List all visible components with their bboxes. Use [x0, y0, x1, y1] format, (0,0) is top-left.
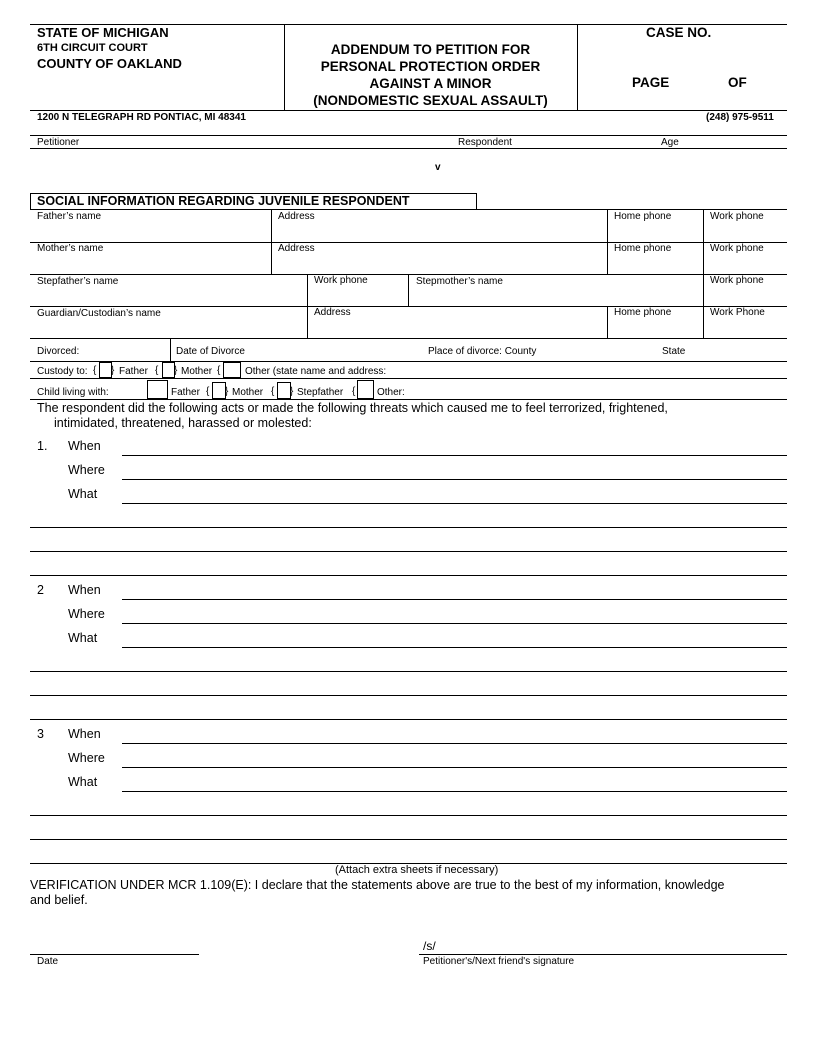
date-of-divorce-field[interactable]: Date of Divorce: [176, 346, 245, 357]
state-name: STATE OF MICHIGAN: [37, 25, 169, 40]
incident-2-when-line[interactable]: [122, 599, 787, 600]
versus-mark: v: [435, 162, 441, 173]
custody-father-label: Father: [119, 366, 148, 377]
form-title: [285, 41, 576, 109]
incident-3-where-line[interactable]: [122, 767, 787, 768]
fathers-name-field[interactable]: Father’s name: [37, 211, 102, 222]
incident-2-what-label: What: [68, 631, 98, 645]
stepmothers-name-field[interactable]: Stepmother’s name: [416, 276, 503, 287]
living-mother-label: Mother: [232, 387, 264, 398]
brace-10: {: [352, 386, 356, 397]
incident-1-number: 1.: [37, 439, 48, 453]
custody-other-checkbox[interactable]: [223, 362, 241, 378]
guardian-work-phone-field[interactable]: Work Phone: [710, 307, 765, 318]
social-heading: SOCIAL INFORMATION REGARDING JUVENILE RESPONDENT: [37, 194, 410, 208]
guardian-address-field[interactable]: Address: [314, 307, 351, 318]
incident-1-where-line[interactable]: [122, 479, 787, 480]
divorced-field[interactable]: Divorced:: [37, 346, 80, 357]
mothers-name-field[interactable]: Mother’s name: [37, 243, 104, 254]
incident-2-when-label: When: [68, 583, 101, 597]
custody-to-label: Custody to:: [37, 366, 88, 377]
statement-line-2: intimidated, threatened, harassed or molested:: [54, 416, 312, 430]
statement-line-1: The respondent did the following acts or made the following threats which caused me to feel terrorized, frightened,: [37, 401, 668, 415]
guardian-home-phone-field[interactable]: Home phone: [614, 307, 672, 318]
age-label: Age: [661, 137, 679, 148]
incident-3-when-label: When: [68, 727, 101, 741]
brace-9: }: [290, 386, 294, 397]
form-title-line-3: AGAINST A MINOR: [369, 76, 492, 91]
verification-line-2: and belief.: [30, 893, 88, 907]
incident-1-where-label: Where: [68, 463, 105, 477]
mother-address-field[interactable]: Address: [278, 243, 315, 254]
court-address: 1200 N TELEGRAPH RD PONTIAC, MI 48341: [37, 112, 246, 123]
signature-mark: /s/: [423, 939, 436, 953]
place-of-divorce-field[interactable]: Place of divorce: County: [428, 346, 537, 357]
brace-7: }: [225, 386, 229, 397]
child-living-with-label: Child living with:: [37, 387, 109, 398]
incident-1-line-5[interactable]: [30, 551, 787, 552]
incident-2-where-line[interactable]: [122, 623, 787, 624]
date-label: Date: [37, 956, 59, 967]
brace-6: {: [206, 386, 210, 397]
petitioner-label: Petitioner: [37, 137, 80, 148]
living-stepfather-label: Stepfather: [297, 387, 344, 398]
living-other-label[interactable]: Other:: [377, 387, 405, 398]
brace-2: }: [111, 365, 115, 376]
incident-2-line-5[interactable]: [30, 695, 787, 696]
incident-3-what-label: What: [68, 775, 98, 789]
incident-3-where-label: Where: [68, 751, 105, 765]
father-work-phone-field[interactable]: Work phone: [710, 211, 764, 222]
custody-other-label[interactable]: Other (state name and address:: [245, 366, 387, 377]
incident-3-line-5[interactable]: [30, 839, 787, 840]
court-phone: (248) 975-9511: [706, 112, 774, 123]
incident-3-what-line[interactable]: [122, 791, 787, 792]
father-home-phone-field[interactable]: Home phone: [614, 211, 672, 222]
of-label: OF: [728, 75, 747, 90]
date-line[interactable]: [30, 954, 199, 955]
living-stepfather-checkbox[interactable]: [277, 382, 294, 399]
brace-8: {: [271, 386, 275, 397]
stepfathers-name-field[interactable]: Stepfather’s name: [37, 276, 119, 287]
respondent-label: Respondent: [458, 137, 512, 148]
incident-1-line-4[interactable]: [30, 527, 787, 528]
living-other-checkbox[interactable]: [357, 380, 374, 399]
page-label: PAGE: [632, 75, 670, 90]
incident-3-number: 3: [37, 727, 44, 741]
incident-3-when-line[interactable]: [122, 743, 787, 744]
mother-home-phone-field[interactable]: Home phone: [614, 243, 672, 254]
county-name: COUNTY OF OAKLAND: [37, 56, 182, 71]
living-mother-checkbox[interactable]: [212, 382, 229, 399]
case-no-label: CASE NO.: [646, 25, 712, 40]
incident-2-what-line[interactable]: [122, 647, 787, 648]
attach-note: (Attach extra sheets if necessary): [335, 864, 499, 876]
incident-1-when-line[interactable]: [122, 455, 787, 456]
living-father-label: Father: [171, 387, 200, 398]
form-title-line-4: (NONDOMESTIC SEXUAL ASSAULT): [313, 93, 548, 108]
incident-1-what-line[interactable]: [122, 503, 787, 504]
incident-2-line-4[interactable]: [30, 671, 787, 672]
form-title-line-2: PERSONAL PROTECTION ORDER: [320, 59, 541, 74]
incident-2-where-label: Where: [68, 607, 105, 621]
living-father-checkbox[interactable]: [147, 380, 168, 399]
form-title-line-1: ADDENDUM TO PETITION FOR: [330, 42, 531, 57]
incident-2-line-6[interactable]: [30, 719, 787, 720]
signature-label: Petitioner's/Next friend's signature: [423, 956, 575, 967]
brace-5: {: [217, 365, 221, 376]
brace-1: {: [93, 365, 97, 376]
stepmother-work-phone-field[interactable]: Work phone: [710, 275, 764, 286]
court-name: 6TH CIRCUIT COURT: [37, 42, 148, 54]
stepfather-work-phone-field[interactable]: Work phone: [314, 275, 368, 286]
custody-mother-label: Mother: [181, 366, 213, 377]
mother-work-phone-field[interactable]: Work phone: [710, 243, 764, 254]
divorce-state-field[interactable]: State: [662, 346, 686, 357]
brace-4: }: [174, 365, 178, 376]
incident-3-line-4[interactable]: [30, 815, 787, 816]
incident-1-line-6[interactable]: [30, 575, 787, 576]
incident-1-what-label: What: [68, 487, 98, 501]
father-address-field[interactable]: Address: [278, 211, 315, 222]
incident-2-number: 2: [37, 583, 44, 597]
brace-3: {: [155, 365, 159, 376]
signature-line[interactable]: [419, 954, 787, 955]
guardian-name-field[interactable]: Guardian/Custodian’s name: [37, 308, 161, 319]
verification-line-1: VERIFICATION UNDER MCR 1.109(E): I declare that the statements above are true to the best of my information, knowledge: [30, 878, 725, 892]
incident-1-when-label: When: [68, 439, 101, 453]
